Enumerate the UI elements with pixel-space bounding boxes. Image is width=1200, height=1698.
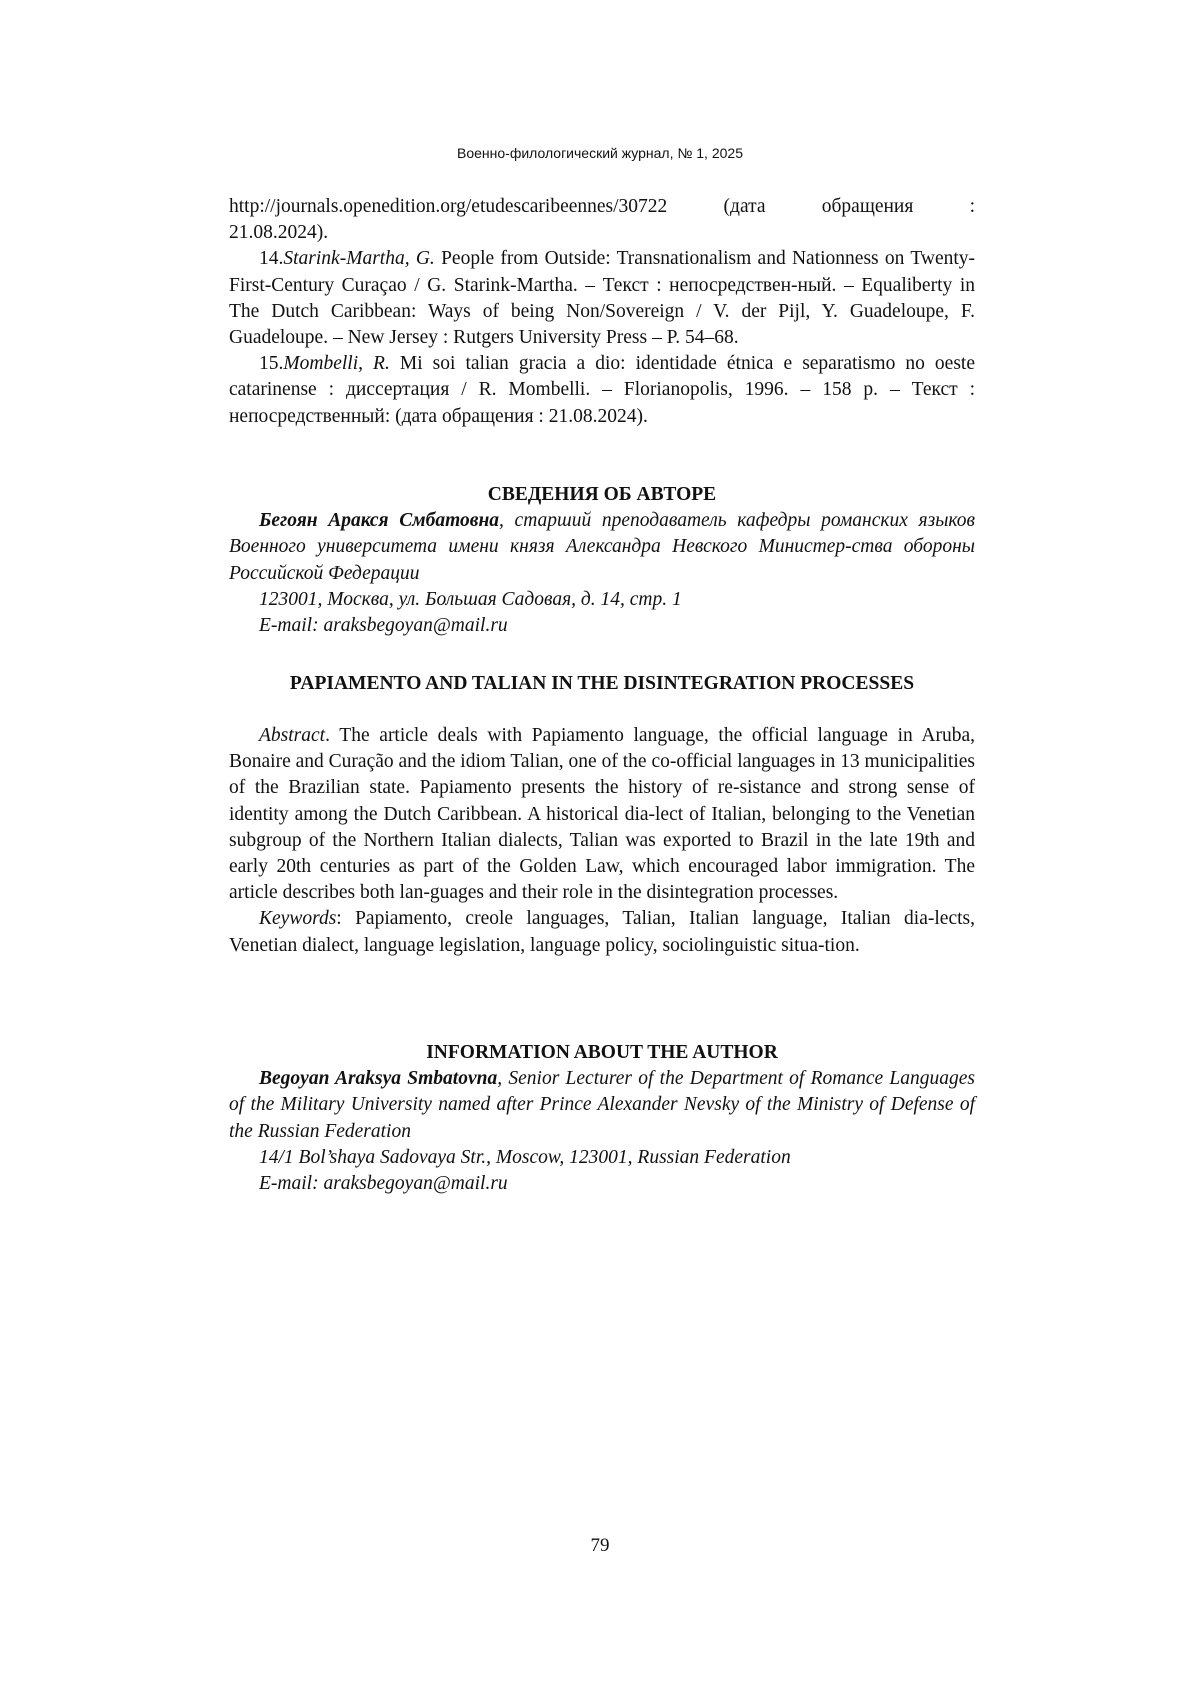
references-section <box>229 194 975 430</box>
ref-15-text: Mi soi talian gracia a dio: identidade étnica e separatismo no oeste catarinense : диссертация / R. Mombelli. – Florianopolis, 1996. – 158 p. – Текст : непосредственный: (дата обращения : 21.08.2024). <box>229 353 975 427</box>
author-en-address: 14/1 Bol’shaya Sadovaya Str., Moscow, 123001, Russian Federation <box>259 1146 791 1168</box>
author-en-email: E-mail: araksbegoyan@mail.ru <box>259 1173 508 1195</box>
author-en-name: Begoyan Araksya Smbatovna <box>259 1068 498 1090</box>
abstract-label: Abstract <box>259 725 326 746</box>
ref-14-text: People from Outside: Transnationalism and Nationness on Twenty-First-Century Curaçao / G. Starink-Martha. – Текст : непосредствен-ный. – Equaliberty in The Dutch Caribbean: Ways of being Non/Sovereign / V. der Pijl, Y. Guadeloupe, F. Guadeloupe. – New Jersey : Rutgers University Press – P. 54–68. <box>229 248 976 349</box>
author-info-en <box>229 1040 975 1197</box>
abstract-text: . The article deals with Papiamento language, the official language in Aruba, Bonaire and Curação and the idiom Talian, one of the co-official languages in 13 municipalities of the Brazilian state. Papiamento presents the history of re-sistance and strong sense of identity among the Dutch Caribbean. A historical dia-lect of Italian, belonging to the Venetian subgroup of the Northern Italian dialects, Talian was exported to Brazil in the late 19th and early 20th centuries as part of the Golden Law, which encouraged labor immigration. The article describes both lan-guages and their role in the disintegration processes. <box>229 725 975 904</box>
author-ru-address: 123001, Москва, ул. Большая Садовая, д. 14, стр. 1 <box>259 588 682 610</box>
author-ru-heading: СВЕДЕНИЯ ОБ АВТОРЕ <box>487 484 717 505</box>
keywords-paragraph <box>229 906 975 958</box>
keywords-label: Keywords <box>259 908 337 930</box>
reference-15 <box>229 351 975 430</box>
abstract-section <box>229 723 975 959</box>
author-en-description <box>229 1066 975 1145</box>
abstract-paragraph <box>229 723 975 906</box>
author-ru-position: , старший преподаватель кафедры романских языков Военного университета имени князя Александра Невского Министер-ства обороны Российской Федерации <box>229 510 976 584</box>
keywords-text: : Papiamento, creole languages, Talian, Italian language, Italian dia-lects, Venetian dialect, language legislation, language policy, sociolinguistic situa-tion. <box>229 908 975 956</box>
article-title-en-block <box>229 671 975 697</box>
ref-13-url-line: http://journals.openedition.org/etudescaribeennes/30722 (дата обращения : <box>229 196 975 217</box>
author-info-ru <box>229 482 975 639</box>
running-header: Военно-филологический журнал, № 1, 2025 <box>457 145 743 161</box>
author-ru-name: Бегоян Аракся Смбатовна <box>259 510 500 532</box>
ref-13-date-line: 21.08.2024). <box>229 222 329 244</box>
ref-15-number: 15. <box>259 353 284 375</box>
article-title-en: PAPIAMENTO AND TALIAN IN THE DISINTEGRATION PROCESSES <box>289 673 915 694</box>
author-ru-description <box>229 508 975 587</box>
author-en-heading: INFORMATION ABOUT THE AUTHOR <box>426 1042 778 1063</box>
ref-14-number: 14. <box>259 248 284 270</box>
page-number: 79 <box>590 1535 610 1556</box>
author-ru-email: E-mail: araksbegoyan@mail.ru <box>259 615 508 637</box>
author-en-position: , Senior Lecturer of the Department of Romance Languages of the Military University named after Prince Alexander Nevsky of the Ministry of Defense of the Russian Federation <box>229 1068 975 1142</box>
ref-14-author: Starink-Martha, G. <box>283 248 435 270</box>
ref-15-author: Mombelli, R. <box>283 353 390 375</box>
reference-14 <box>229 246 975 351</box>
